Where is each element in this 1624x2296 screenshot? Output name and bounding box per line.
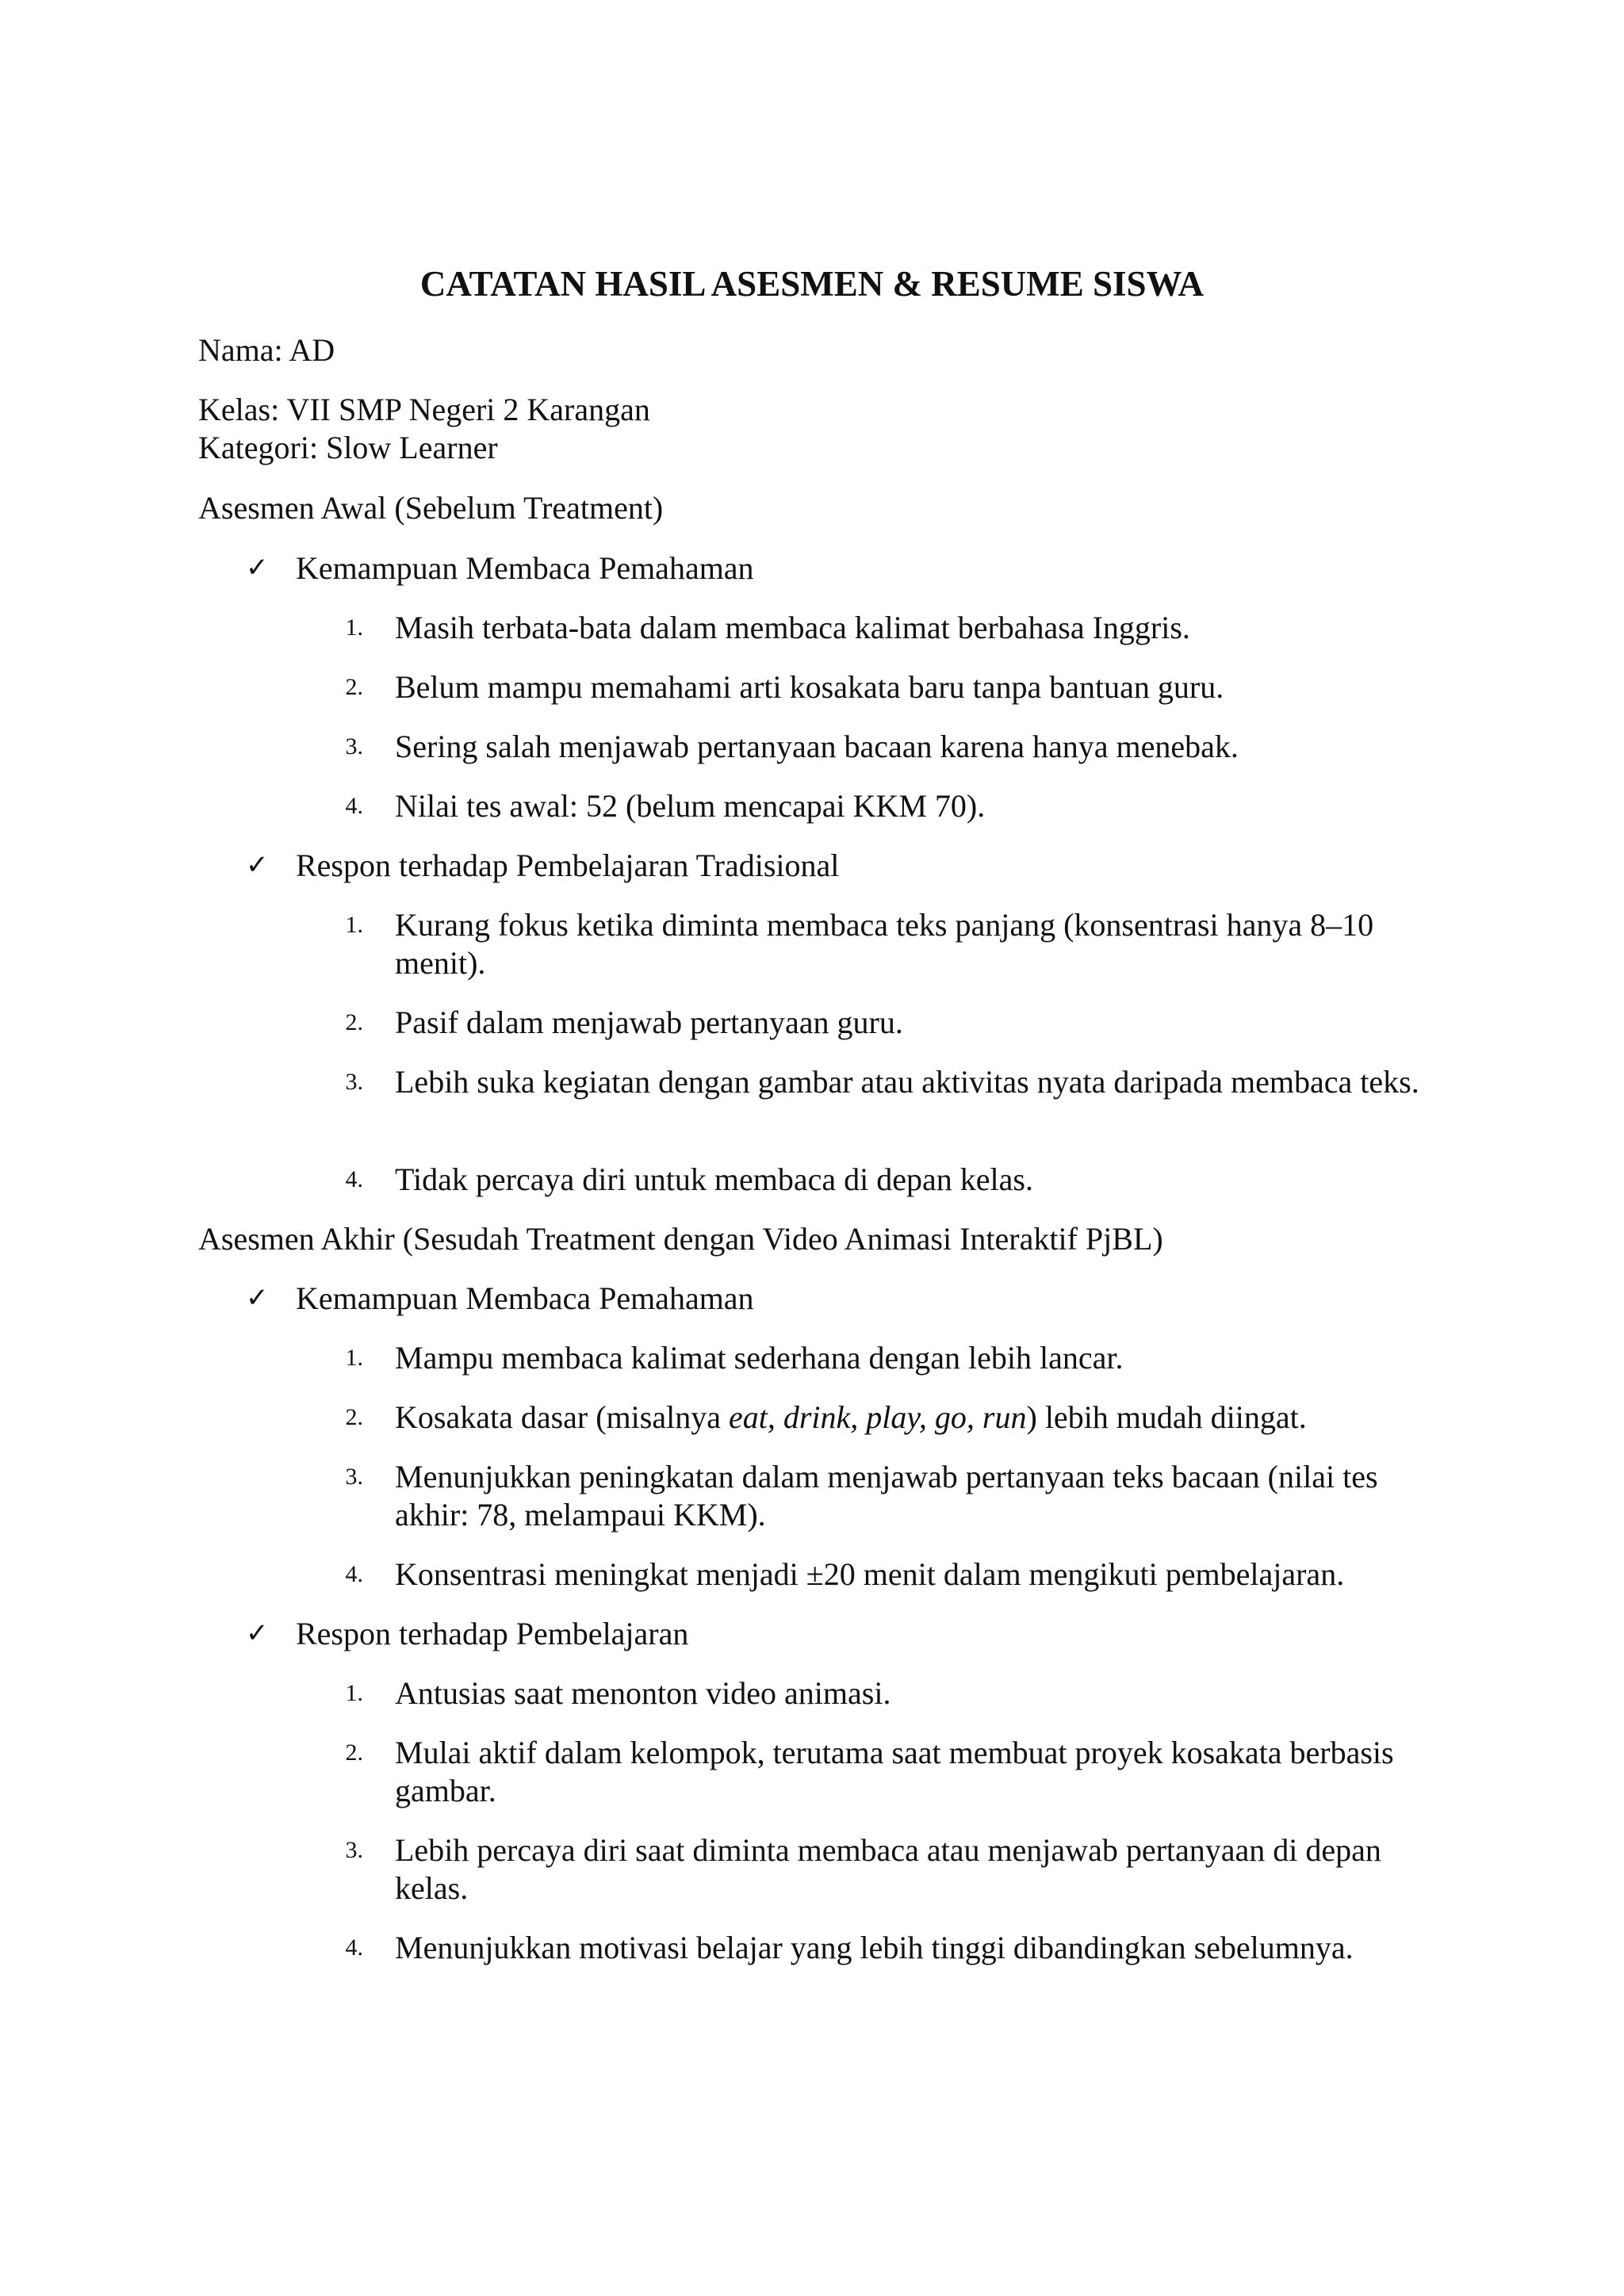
group-label: Respon terhadap Pembelajaran: [296, 1616, 689, 1651]
vocabulary-examples: eat, drink, play, go, run: [728, 1399, 1027, 1435]
list-number: 3.: [345, 1464, 363, 1490]
list-number: 4.: [345, 1166, 363, 1192]
list-number: 2.: [345, 1739, 363, 1766]
list-item: Mulai aktif dalam kelompok, terutama saat membuat proyek kosakata berbasis gambar.: [395, 1735, 1394, 1808]
list-item: Lebih suka kegiatan dengan gambar atau aktivitas nyata daripada membaca teks.: [395, 1064, 1419, 1100]
list-item: Kurang fokus ketika diminta membaca teks panjang (konsentrasi hanya 8–10 menit).: [395, 907, 1374, 981]
check-mark-icon: ✓: [246, 1284, 269, 1313]
list-item: Belum mampu memahami arti kosakata baru tanpa bantuan guru.: [395, 669, 1224, 705]
section-heading-initial: Asesmen Awal (Sebelum Treatment): [198, 490, 664, 526]
student-name: Nama: AD: [198, 332, 335, 368]
list-number: 1.: [345, 614, 363, 641]
list-item: Nilai tes awal: 52 (belum mencapai KKM 70).: [395, 788, 986, 824]
section-heading-final: Asesmen Akhir (Sesudah Treatment dengan Video Animasi Interaktif PjBL): [198, 1221, 1163, 1257]
list-number: 4.: [345, 793, 363, 819]
list-number: 3.: [345, 1837, 363, 1863]
student-class: Kelas: VII SMP Negeri 2 Karangan: [198, 392, 650, 427]
group-label: Kemampuan Membaca Pemahaman: [296, 550, 754, 586]
student-category: Kategori: Slow Learner: [198, 430, 498, 465]
list-item: Sering salah menjawab pertanyaan bacaan karena hanya menebak.: [395, 729, 1239, 764]
list-number: 1.: [345, 1345, 363, 1371]
list-number: 3.: [345, 733, 363, 760]
list-item: Menunjukkan motivasi belajar yang lebih tinggi dibandingkan sebelumnya.: [395, 1930, 1354, 1965]
list-item: Tidak percaya diri untuk membaca di depan kelas.: [395, 1161, 1033, 1197]
list-number: 2.: [345, 674, 363, 700]
list-item: Konsentrasi meningkat menjadi ±20 menit dalam mengikuti pembelajaran.: [395, 1556, 1345, 1592]
document-title: CATATAN HASIL ASESMEN & RESUME SISWA: [419, 264, 1205, 304]
list-item: Mampu membaca kalimat sederhana dengan lebih lancar.: [395, 1340, 1124, 1376]
list-item-text: Kosakata dasar (misalnya: [395, 1399, 729, 1435]
list-number: 1.: [345, 1680, 363, 1706]
list-number: 4.: [345, 1561, 363, 1587]
list-number: 2.: [345, 1009, 363, 1035]
list-item: Pasif dalam menjawab pertanyaan guru.: [395, 1004, 903, 1040]
list-item: Antusias saat menonton video animasi.: [395, 1675, 891, 1711]
group-label: Respon terhadap Pembelajaran Tradisional: [296, 848, 840, 883]
list-item: Menunjukkan peningkatan dalam menjawab pertanyaan teks bacaan (nilai tes akhir: 78, melampaui KKM).: [395, 1459, 1378, 1533]
list-number: 2.: [345, 1404, 363, 1430]
list-item: Masih terbata-bata dalam membaca kalimat berbahasa Inggris.: [395, 610, 1190, 645]
list-item: [395, 1399, 1450, 1437]
check-mark-icon: ✓: [246, 553, 269, 583]
list-number: 1.: [345, 912, 363, 938]
check-mark-icon: ✓: [246, 851, 269, 880]
list-number: 4.: [345, 1934, 363, 1961]
list-item: Lebih percaya diri saat diminta membaca atau menjawab pertanyaan di depan kelas.: [395, 1832, 1381, 1906]
list-item-text: ) lebih mudah diingat.: [1026, 1399, 1307, 1435]
check-mark-icon: ✓: [246, 1619, 269, 1648]
list-number: 3.: [345, 1069, 363, 1095]
group-label: Kemampuan Membaca Pemahaman: [296, 1280, 754, 1316]
